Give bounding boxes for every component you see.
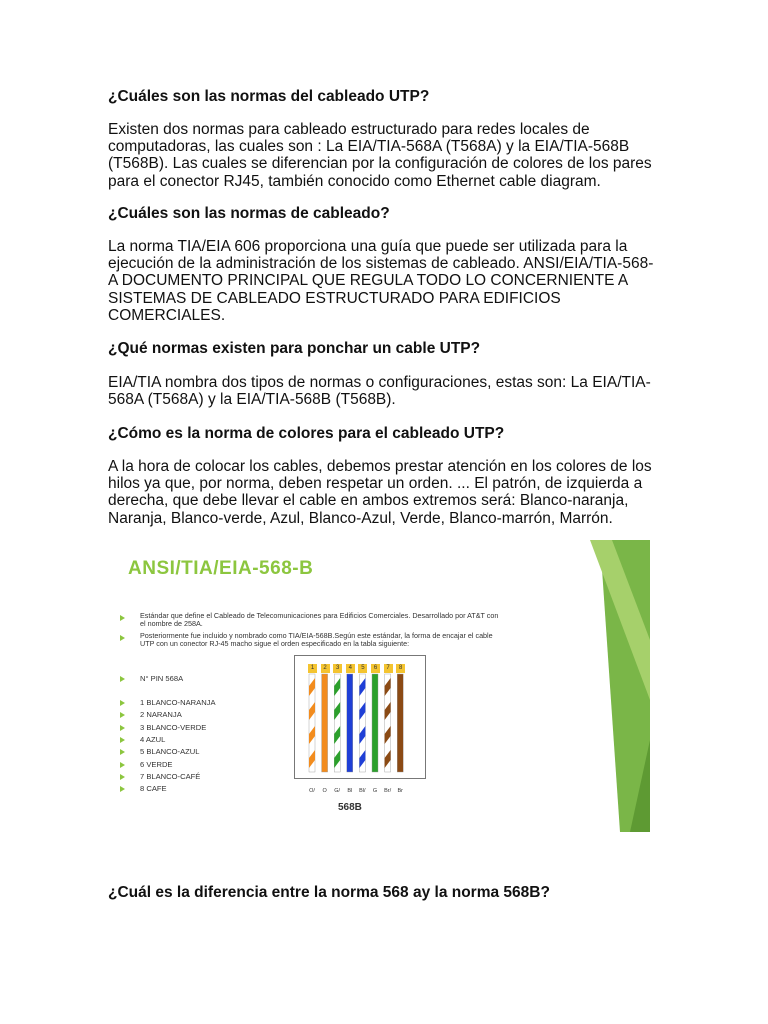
wire-label: Br: [397, 788, 403, 794]
answer-line: hilos ya que, por norma, deben respetar un orden. ... El patrón, de izquierda a: [108, 475, 643, 493]
wire-label: G/: [334, 788, 341, 794]
wire-6: [372, 674, 378, 772]
bullet-arrow-icon: [120, 749, 125, 755]
answer-line: A la hora de colocar los cables, debemos prestar atención en los colores de los: [108, 458, 652, 475]
pin-item: 6 VERDE: [140, 759, 173, 769]
answer-line: 568A (T568A) y la EIA/TIA-568B (T568B).: [108, 391, 396, 409]
bullet-arrow-icon: [120, 676, 125, 682]
bullet-line: Estándar que define el Cableado de Telecomunicaciones para Edificios Comerciales. Desarrollado por AT&T con: [140, 611, 499, 620]
wire-label: Bl/: [359, 788, 366, 794]
pin-item: 3 BLANCO-VERDE: [140, 722, 207, 732]
wire-label: Bl: [347, 788, 353, 794]
wire-label: G: [372, 788, 378, 794]
slide-title: ANSI/TIA/EIA-568-B: [128, 558, 314, 579]
question-heading-5: ¿Cuál es la diferencia entre la norma 568 ay la norma 568B?: [108, 884, 550, 901]
pin-number: 6: [371, 664, 380, 673]
pin-item: 4 AZUL: [140, 734, 166, 744]
answer-line: para el conector RJ45, también conocido como Ethernet cable diagram.: [108, 172, 601, 190]
bullet-arrow-icon: [120, 615, 125, 621]
wire-7: [385, 674, 391, 772]
answer-paragraph-3: [108, 374, 668, 408]
question-heading-2: ¿Cuáles son las normas de cableado?: [108, 205, 390, 222]
wire-2: [322, 674, 328, 772]
wire-8: [397, 674, 403, 772]
pin-number: 7: [384, 664, 393, 673]
pin-item: 2 NARANJA: [140, 710, 182, 720]
answer-line: Naranja, Blanco-verde, Azul, Blanco-Azul, Verde, Blanco-marrón, Marrón.: [108, 509, 613, 527]
bullet-arrow-icon: [120, 700, 125, 706]
wire-label: O/: [309, 788, 315, 794]
question-heading-3: ¿Qué normas existen para ponchar un cable UTP?: [108, 340, 481, 357]
bullet-line: el nombre de 258A.: [140, 619, 203, 629]
wire-label: O: [322, 788, 327, 794]
wire-5: [359, 674, 365, 772]
answer-line: COMERCIALES.: [108, 306, 226, 324]
answer-line: (T568B). Las cuales se diferencian por la configuración de colores de los pares: [108, 155, 652, 173]
pin-header: N° PIN 568A: [140, 674, 184, 683]
answer-paragraph-2: [108, 238, 668, 324]
pin-number: 2: [321, 664, 330, 673]
answer-paragraph-4: [108, 458, 668, 527]
bullet-arrow-icon: [120, 786, 125, 792]
answer-line: A DOCUMENTO PRINCIPAL QUE REGULA TODO LO CONCERNIENTE A: [108, 272, 629, 290]
slide-bullet-1: [140, 612, 598, 629]
wire-1: [309, 674, 315, 772]
pin-number: 4: [346, 664, 355, 673]
answer-line: derecha, que debe llevar el cable en ambos extremos será: Blanco-naranja,: [108, 492, 629, 510]
green-corner-decoration: [590, 540, 650, 832]
bullet-line: Posteriormente fue incluido y nombrado como TIA/EIA-568B.Según este estándar, la forma de encajar el cable: [140, 631, 493, 640]
pin-item: 8 CAFE: [140, 784, 167, 794]
wire-4: [347, 674, 353, 772]
answer-line: ejecución de la administración de los sistemas de cableado. ANSI/EIA/TIA-568-: [108, 255, 654, 273]
bullet-arrow-icon: [120, 635, 125, 641]
bullet-arrow-icon: [120, 762, 125, 768]
answer-line: La norma TIA/EIA 606 proporciona una guía que puede ser utilizada para la: [108, 238, 628, 255]
bullet-arrow-icon: [120, 737, 125, 743]
answer-line: EIA/TIA nombra dos tipos de normas o configuraciones, estas son: La EIA/TIA-: [108, 374, 651, 391]
slide-bullet-2: [140, 632, 598, 649]
answer-paragraph-1: [108, 121, 668, 190]
question-heading-1: ¿Cuáles son las normas del cableado UTP?: [108, 88, 430, 105]
question-heading-4: ¿Cómo es la norma de colores para el cableado UTP?: [108, 425, 505, 442]
wire-3: [334, 674, 340, 772]
wires-svg: [295, 656, 425, 778]
rj45-connector-diagram: [294, 655, 426, 779]
diagram-label: 568B: [338, 802, 362, 813]
bullet-line: UTP con un conector RJ-45 macho sigue el orden especificado en la tabla siguiente:: [140, 639, 410, 649]
pin-item: 7 BLANCO-CAFÉ: [140, 771, 201, 781]
wire-label: Br/: [384, 788, 392, 794]
pin-number: 8: [396, 664, 405, 673]
answer-line: computadoras, las cuales son : La EIA/TIA-568A (T568A) y la EIA/TIA-568B: [108, 138, 630, 156]
bullet-arrow-icon: [120, 712, 125, 718]
pin-number: 5: [358, 664, 367, 673]
answer-line: SISTEMAS DE CABLEADO ESTRUCTURADO PARA EDIFICIOS: [108, 289, 561, 307]
slide-image-568b: [108, 540, 650, 832]
pin-number: 1: [308, 664, 317, 673]
answer-line: Existen dos normas para cableado estructurado para redes locales de: [108, 121, 590, 138]
bullet-arrow-icon: [120, 725, 125, 731]
pin-item: 5 BLANCO-AZUL: [140, 747, 200, 757]
bullet-arrow-icon: [120, 774, 125, 780]
pin-item: 1 BLANCO-NARANJA: [140, 698, 216, 707]
pin-number: 3: [333, 664, 342, 673]
